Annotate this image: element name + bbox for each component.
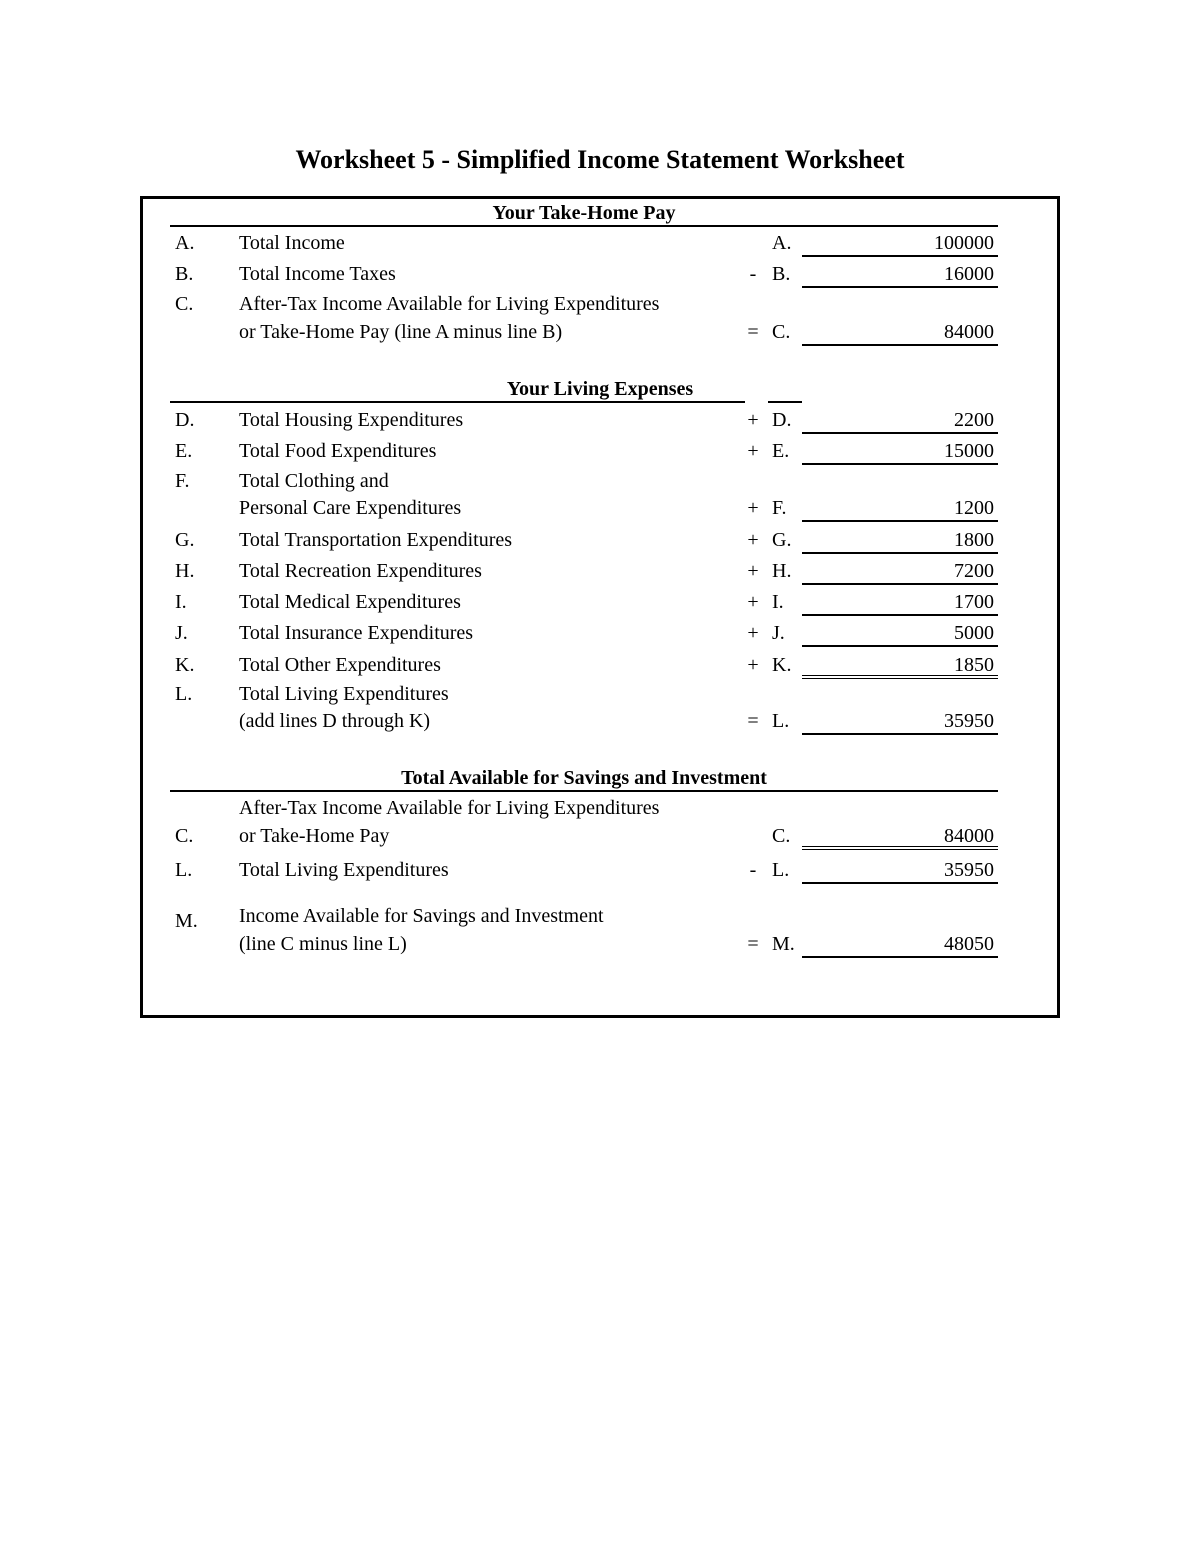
line-letter: J. bbox=[175, 622, 188, 644]
line-reference: M. bbox=[772, 933, 795, 955]
section-heading-take-home-pay: Your Take-Home Pay bbox=[492, 202, 676, 224]
line-letter: D. bbox=[175, 409, 195, 431]
line-letter: C. bbox=[175, 293, 194, 315]
line-reference: H. bbox=[772, 560, 792, 582]
line-operator: + bbox=[747, 529, 759, 551]
line-amount: 15000 bbox=[802, 438, 998, 465]
line-operator: + bbox=[747, 622, 759, 644]
line-reference: G. bbox=[772, 529, 792, 551]
line-description: After-Tax Income Available for Living Expenditures bbox=[239, 293, 660, 315]
line-amount: 84000 bbox=[802, 319, 998, 346]
line-amount: 1200 bbox=[802, 495, 998, 522]
line-operator: - bbox=[749, 859, 757, 881]
line-operator: + bbox=[747, 654, 759, 676]
line-amount: 84000 bbox=[802, 823, 998, 850]
line-reference: J. bbox=[772, 622, 785, 644]
line-letter: A. bbox=[175, 232, 195, 254]
line-description-continued: or Take-Home Pay bbox=[239, 825, 390, 847]
line-description: Total Transportation Expenditures bbox=[239, 529, 513, 551]
line-reference: B. bbox=[772, 263, 791, 285]
line-description: Total Income Taxes bbox=[239, 263, 396, 285]
line-operator: = bbox=[747, 933, 759, 955]
line-amount: 100000 bbox=[802, 230, 998, 257]
line-operator: + bbox=[747, 497, 759, 519]
line-description: After-Tax Income Available for Living Expenditures bbox=[239, 797, 660, 819]
line-operator: = bbox=[747, 710, 759, 732]
line-amount: 2200 bbox=[802, 407, 998, 434]
line-reference: L. bbox=[772, 859, 790, 881]
line-letter: I. bbox=[175, 591, 187, 613]
line-amount: 1850 bbox=[802, 652, 998, 679]
line-reference: L. bbox=[772, 710, 790, 732]
line-reference: K. bbox=[772, 654, 792, 676]
line-amount: 48050 bbox=[802, 931, 998, 958]
line-operator: = bbox=[747, 321, 759, 343]
line-letter: K. bbox=[175, 654, 195, 676]
line-reference: A. bbox=[772, 232, 792, 254]
line-amount: 1800 bbox=[802, 527, 998, 554]
section-heading-savings-investment: Total Available for Savings and Investment bbox=[401, 767, 767, 789]
line-description: Total Housing Expenditures bbox=[239, 409, 464, 431]
line-letter: G. bbox=[175, 529, 195, 551]
line-amount: 1700 bbox=[802, 589, 998, 616]
line-amount: 35950 bbox=[802, 708, 998, 735]
line-description: Total Insurance Expenditures bbox=[239, 622, 474, 644]
line-letter: C. bbox=[175, 825, 194, 847]
section-rule-short bbox=[768, 401, 802, 403]
line-letter: L. bbox=[175, 683, 193, 705]
line-letter: L. bbox=[175, 859, 193, 881]
line-description-continued: or Take-Home Pay (line A minus line B) bbox=[239, 321, 563, 343]
line-operator: + bbox=[747, 560, 759, 582]
line-amount: 16000 bbox=[802, 261, 998, 288]
line-operator: + bbox=[747, 409, 759, 431]
line-letter: B. bbox=[175, 263, 194, 285]
worksheet-title: Worksheet 5 - Simplified Income Statement Worksheet bbox=[295, 145, 905, 174]
line-letter: F. bbox=[175, 470, 190, 492]
section-rule bbox=[170, 790, 998, 792]
line-operator: + bbox=[747, 591, 759, 613]
line-reference: C. bbox=[772, 825, 791, 847]
section-rule bbox=[170, 225, 998, 227]
line-description-continued: Personal Care Expenditures bbox=[239, 497, 462, 519]
line-reference: F. bbox=[772, 497, 787, 519]
line-description: Total Living Expenditures bbox=[239, 683, 449, 705]
section-rule bbox=[170, 401, 745, 403]
line-description: Total Recreation Expenditures bbox=[239, 560, 482, 582]
line-letter: H. bbox=[175, 560, 195, 582]
line-operator: + bbox=[747, 440, 759, 462]
line-description: Total Other Expenditures bbox=[239, 654, 441, 676]
line-letter: E. bbox=[175, 440, 193, 462]
line-description: Total Clothing and bbox=[239, 470, 389, 492]
line-reference: C. bbox=[772, 321, 791, 343]
line-reference: E. bbox=[772, 440, 790, 462]
line-amount: 5000 bbox=[802, 620, 998, 647]
line-operator: - bbox=[749, 263, 757, 285]
line-amount: 7200 bbox=[802, 558, 998, 585]
line-description: Income Available for Savings and Investment bbox=[239, 905, 604, 927]
line-description: Total Income bbox=[239, 232, 345, 254]
line-letter: M. bbox=[175, 910, 198, 932]
line-description: Total Medical Expenditures bbox=[239, 591, 461, 613]
line-description: Total Living Expenditures bbox=[239, 859, 449, 881]
line-reference: D. bbox=[772, 409, 792, 431]
line-description: Total Food Expenditures bbox=[239, 440, 437, 462]
line-reference: I. bbox=[772, 591, 784, 613]
line-description-continued: (line C minus line L) bbox=[239, 933, 407, 955]
line-amount: 35950 bbox=[802, 857, 998, 884]
section-heading-living-expenses: Your Living Expenses bbox=[506, 378, 694, 400]
line-description-continued: (add lines D through K) bbox=[239, 710, 431, 732]
